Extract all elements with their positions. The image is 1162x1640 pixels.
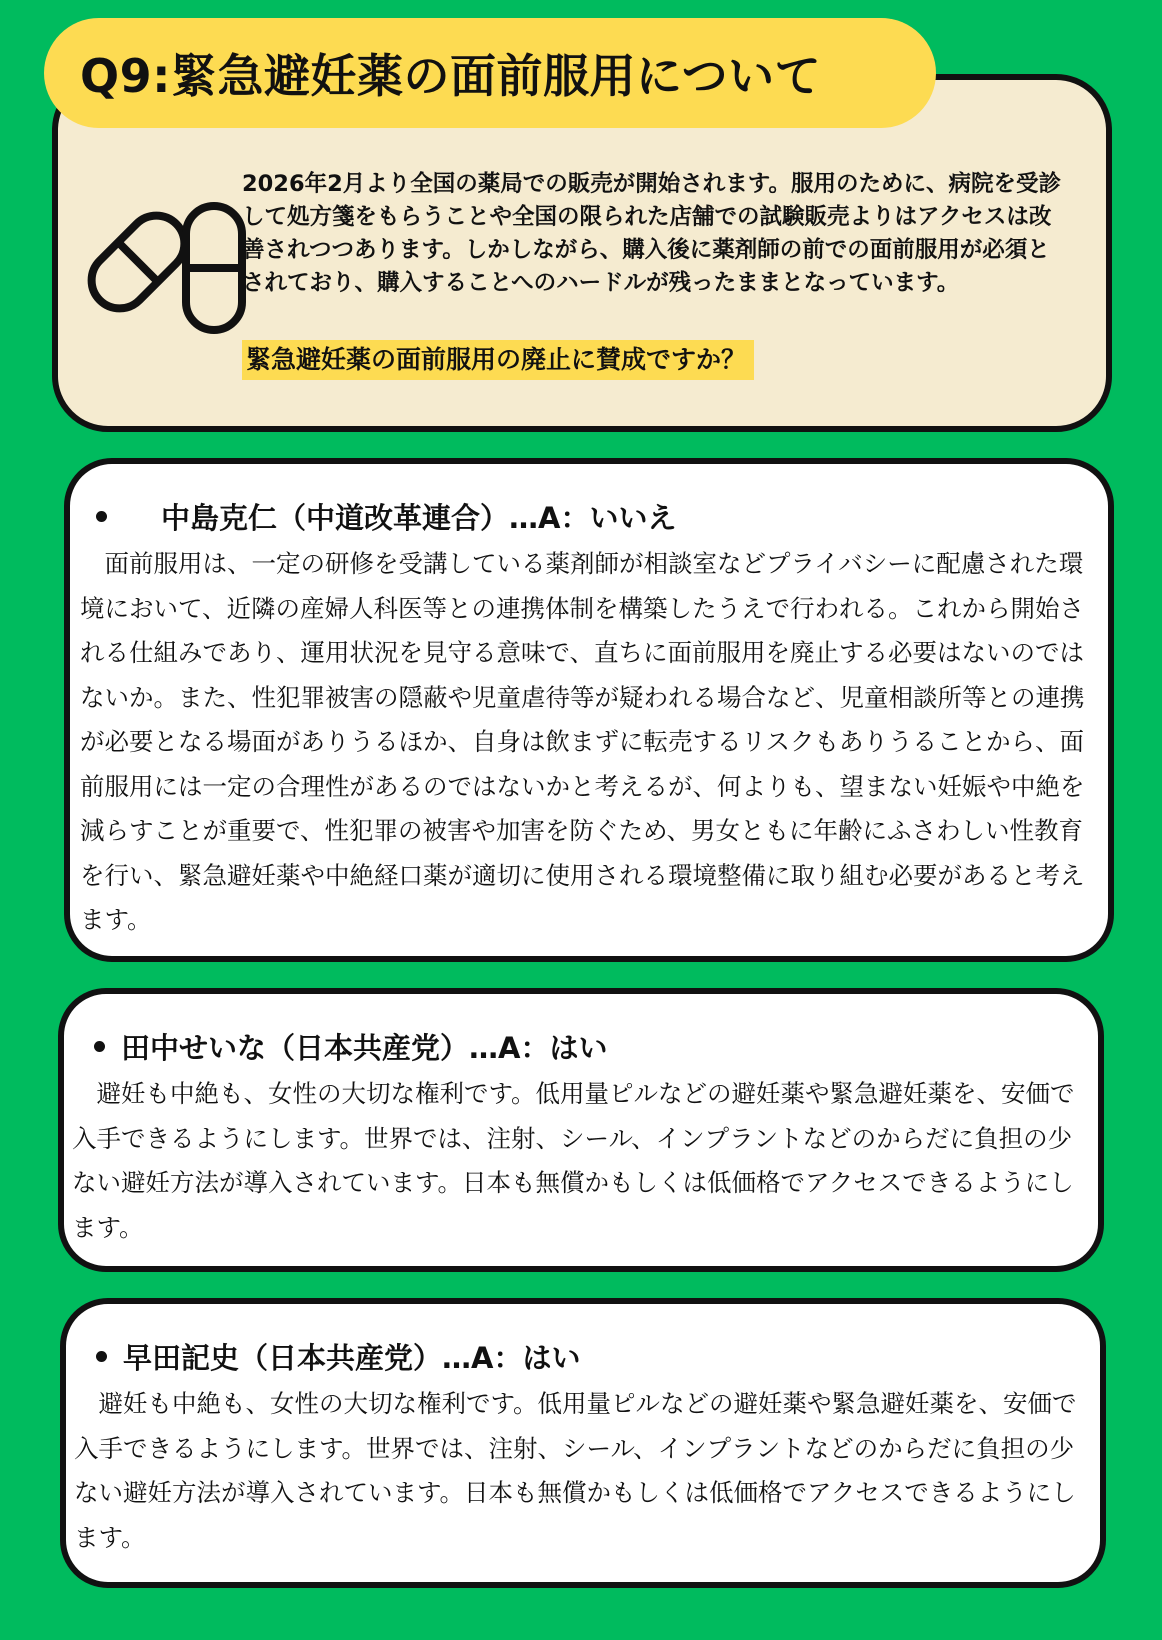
answer-header	[96, 496, 676, 537]
answer-card-nakajima	[64, 458, 1114, 962]
answer-card-hayata	[60, 1298, 1106, 1588]
highlighted-question: 緊急避妊薬の面前服用の廃止に賛成ですか？	[242, 340, 754, 380]
capsule-pills-icon	[82, 188, 250, 338]
answer-body: 面前服用は、一定の研修を受講している薬剤師が相談室などプライバシーに配慮された環境において、近隣の産婦人科医等との連携体制を構築したうえで行われる。これから開始される仕組みであり、運用状況を見守る意味で、直ちに面前服用を廃止する必要はないのではないか。また、性犯罪被害の隠蔽や児童虐待等が疑われる場合など、児童相談所等との連携が必要となる場面がありうるほか、自身は飲まずに転売するリスクもありうることから、面前服用には一定の合理性があるのではないかと考えるが、何よりも、望まない妊娠や中絶を減らすことが重要で、性犯罪の被害や加害を防ぐため、男女ともに年齢にふさわしい性教育を行い、緊急避妊薬や中絶経口薬が適切に使用される環境整備に取り組む必要があると考えます。	[80, 549, 1085, 934]
title-banner	[44, 18, 936, 128]
bullet-icon	[96, 1351, 107, 1362]
candidate-answer: 早田記史（日本共産党）…A：はい	[123, 1341, 581, 1375]
answer-body: 避妊も中絶も、女性の大切な権利です。低用量ピルなどの避妊薬や緊急避妊薬を、安価で入手できるようにします。世界では、注射、シール、インプラントなどのからだに負担の少ない避妊方法が導入されています。日本も無償かもしくは低価格でアクセスできるようにします。	[72, 1079, 1075, 1242]
answer-header	[94, 1026, 607, 1067]
bullet-icon	[96, 511, 107, 522]
intro-paragraph: 2026年2月より全国の薬局での販売が開始されます。服用のために、病院を受診して処方箋をもらうことや全国の限られた店舗での試験販売よりはアクセスは改善されつつあります。しかしながら、購入後に薬剤師の前での面前服用が必須とされており、購入することへのハードルが残ったままとなっています。	[242, 171, 1061, 296]
candidate-answer: 中島克仁（中道改革連合）…A：いいえ	[161, 501, 677, 535]
answer-card-tanaka	[58, 988, 1104, 1272]
page-title: Q9:緊急避妊薬の面前服用について	[80, 49, 822, 103]
answer-header	[96, 1336, 580, 1377]
bullet-icon	[94, 1041, 105, 1052]
answer-body: 避妊も中絶も、女性の大切な権利です。低用量ピルなどの避妊薬や緊急避妊薬を、安価で入手できるようにします。世界では、注射、シール、インプラントなどのからだに負担の少ない避妊方法が導入されています。日本も無償かもしくは低価格でアクセスできるようにします。	[74, 1389, 1077, 1552]
candidate-answer: 田中せいな（日本共産党）…A：はい	[121, 1031, 608, 1065]
